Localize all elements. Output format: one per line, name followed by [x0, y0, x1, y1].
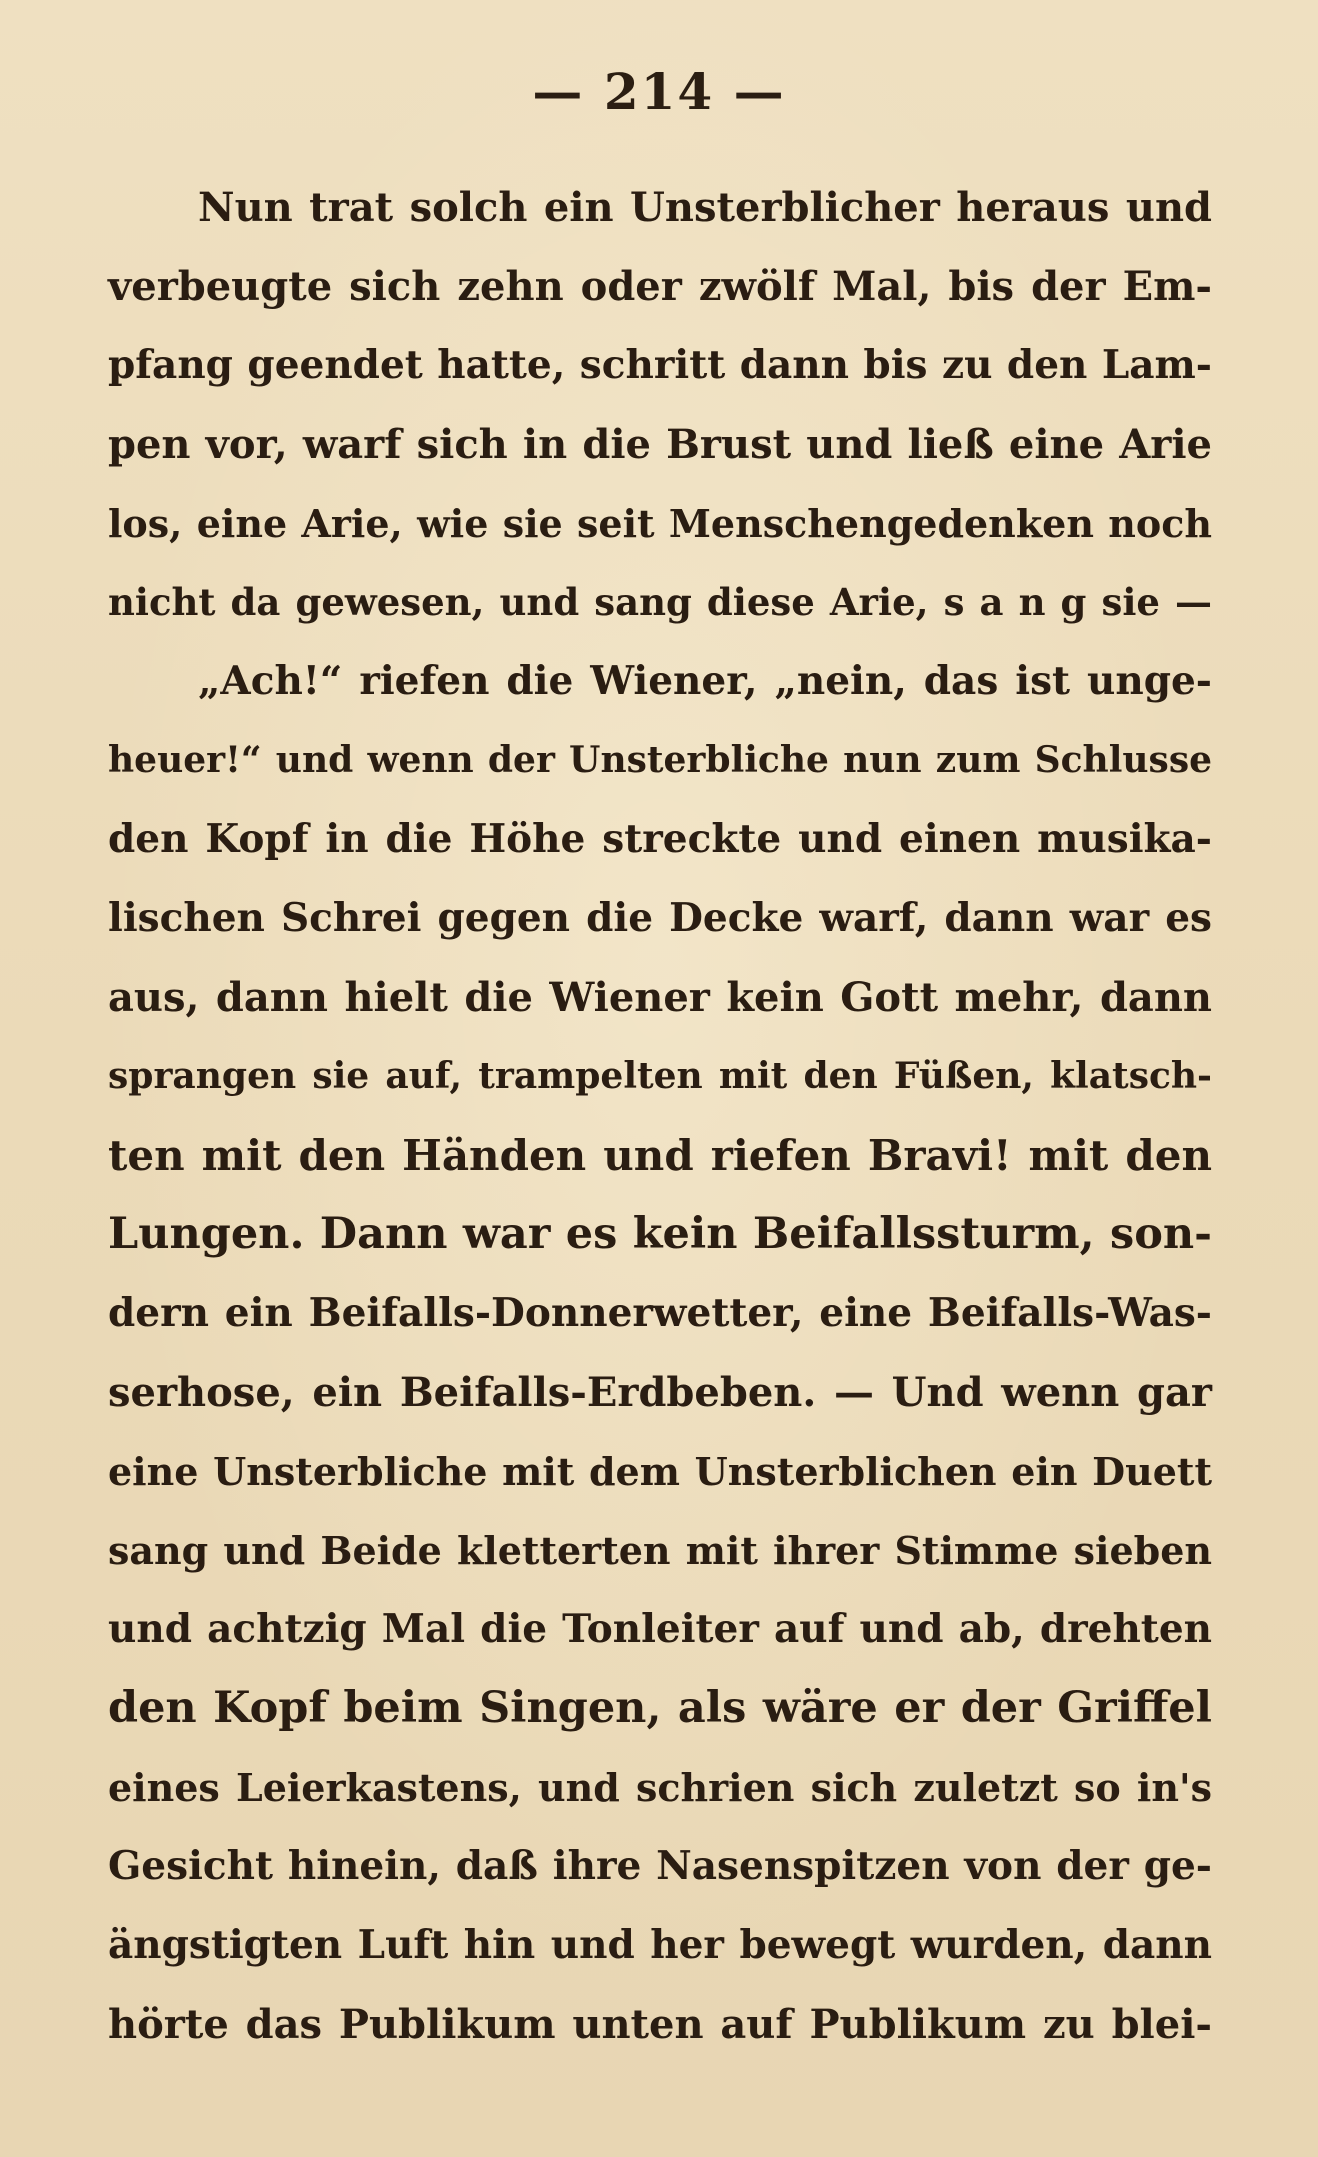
- text-line: eine Unsterbliche mit dem Unsterblichen ein Duett: [108, 1449, 1212, 1494]
- text-line: pfang geendet hatte, schritt dann bis zu den Lam-: [108, 342, 1212, 388]
- text-line: Nun trat solch ein Unsterblicher heraus und: [198, 184, 1212, 231]
- text-line: eines Leierkastens, und schrien sich zuletzt so in's: [108, 1765, 1212, 1810]
- page-number: — 214 —: [532, 62, 786, 121]
- text-line: Gesicht hinein, daß ihre Nasenspitzen von der ge-: [108, 1843, 1212, 1889]
- text-line: sprangen sie auf, trampelten mit den Füßen, klatsch-: [108, 1055, 1212, 1097]
- text-line: und achtzig Mal die Tonleiter auf und ab, drehten: [108, 1606, 1212, 1652]
- text-line: den Kopf beim Singen, als wäre er der Griffel: [108, 1683, 1212, 1733]
- text-line: los, eine Arie, wie sie seit Menschengedenken noch: [108, 501, 1212, 546]
- text-line: hörte das Publikum unten auf Publikum zu blei-: [108, 2001, 1212, 2048]
- text-line: pen vor, warf sich in die Brust und ließ eine Arie: [108, 421, 1212, 468]
- text-line: serhose, ein Beifalls-Erdbeben. — Und wenn gar: [108, 1369, 1212, 1416]
- text-line: lischen Schrei gegen die Decke warf, dann war es: [108, 895, 1212, 941]
- text-line: sang und Beide kletterten mit ihrer Stimme sieben: [108, 1528, 1212, 1573]
- body-text: [108, 168, 1212, 2064]
- text-line: Lungen. Dann war es kein Beifallssturm, son-: [108, 1209, 1212, 1259]
- text-line: dern ein Beifalls-Donnerwetter, eine Beifalls-Was-: [108, 1290, 1212, 1336]
- text-line: ängstigten Luft hin und her bewegt wurden, dann: [108, 1922, 1212, 1968]
- text-line: den Kopf in die Höhe streckte und einen musika-: [108, 816, 1212, 862]
- text-line: verbeugte sich zehn oder zwölf Mal, bis der Em-: [108, 263, 1212, 310]
- text-line: nicht da gewesen, und sang diese Arie, s a n g sie —: [108, 580, 1212, 624]
- text-line: „Ach!“ riefen die Wiener, „nein, das ist unge-: [198, 658, 1212, 704]
- text-line: ten mit den Händen und riefen Bravi! mit den: [108, 1131, 1212, 1180]
- text-line: aus, dann hielt die Wiener kein Gott mehr, dann: [108, 974, 1212, 1021]
- text-line: heuer!“ und wenn der Unsterbliche nun zum Schlusse: [108, 739, 1212, 781]
